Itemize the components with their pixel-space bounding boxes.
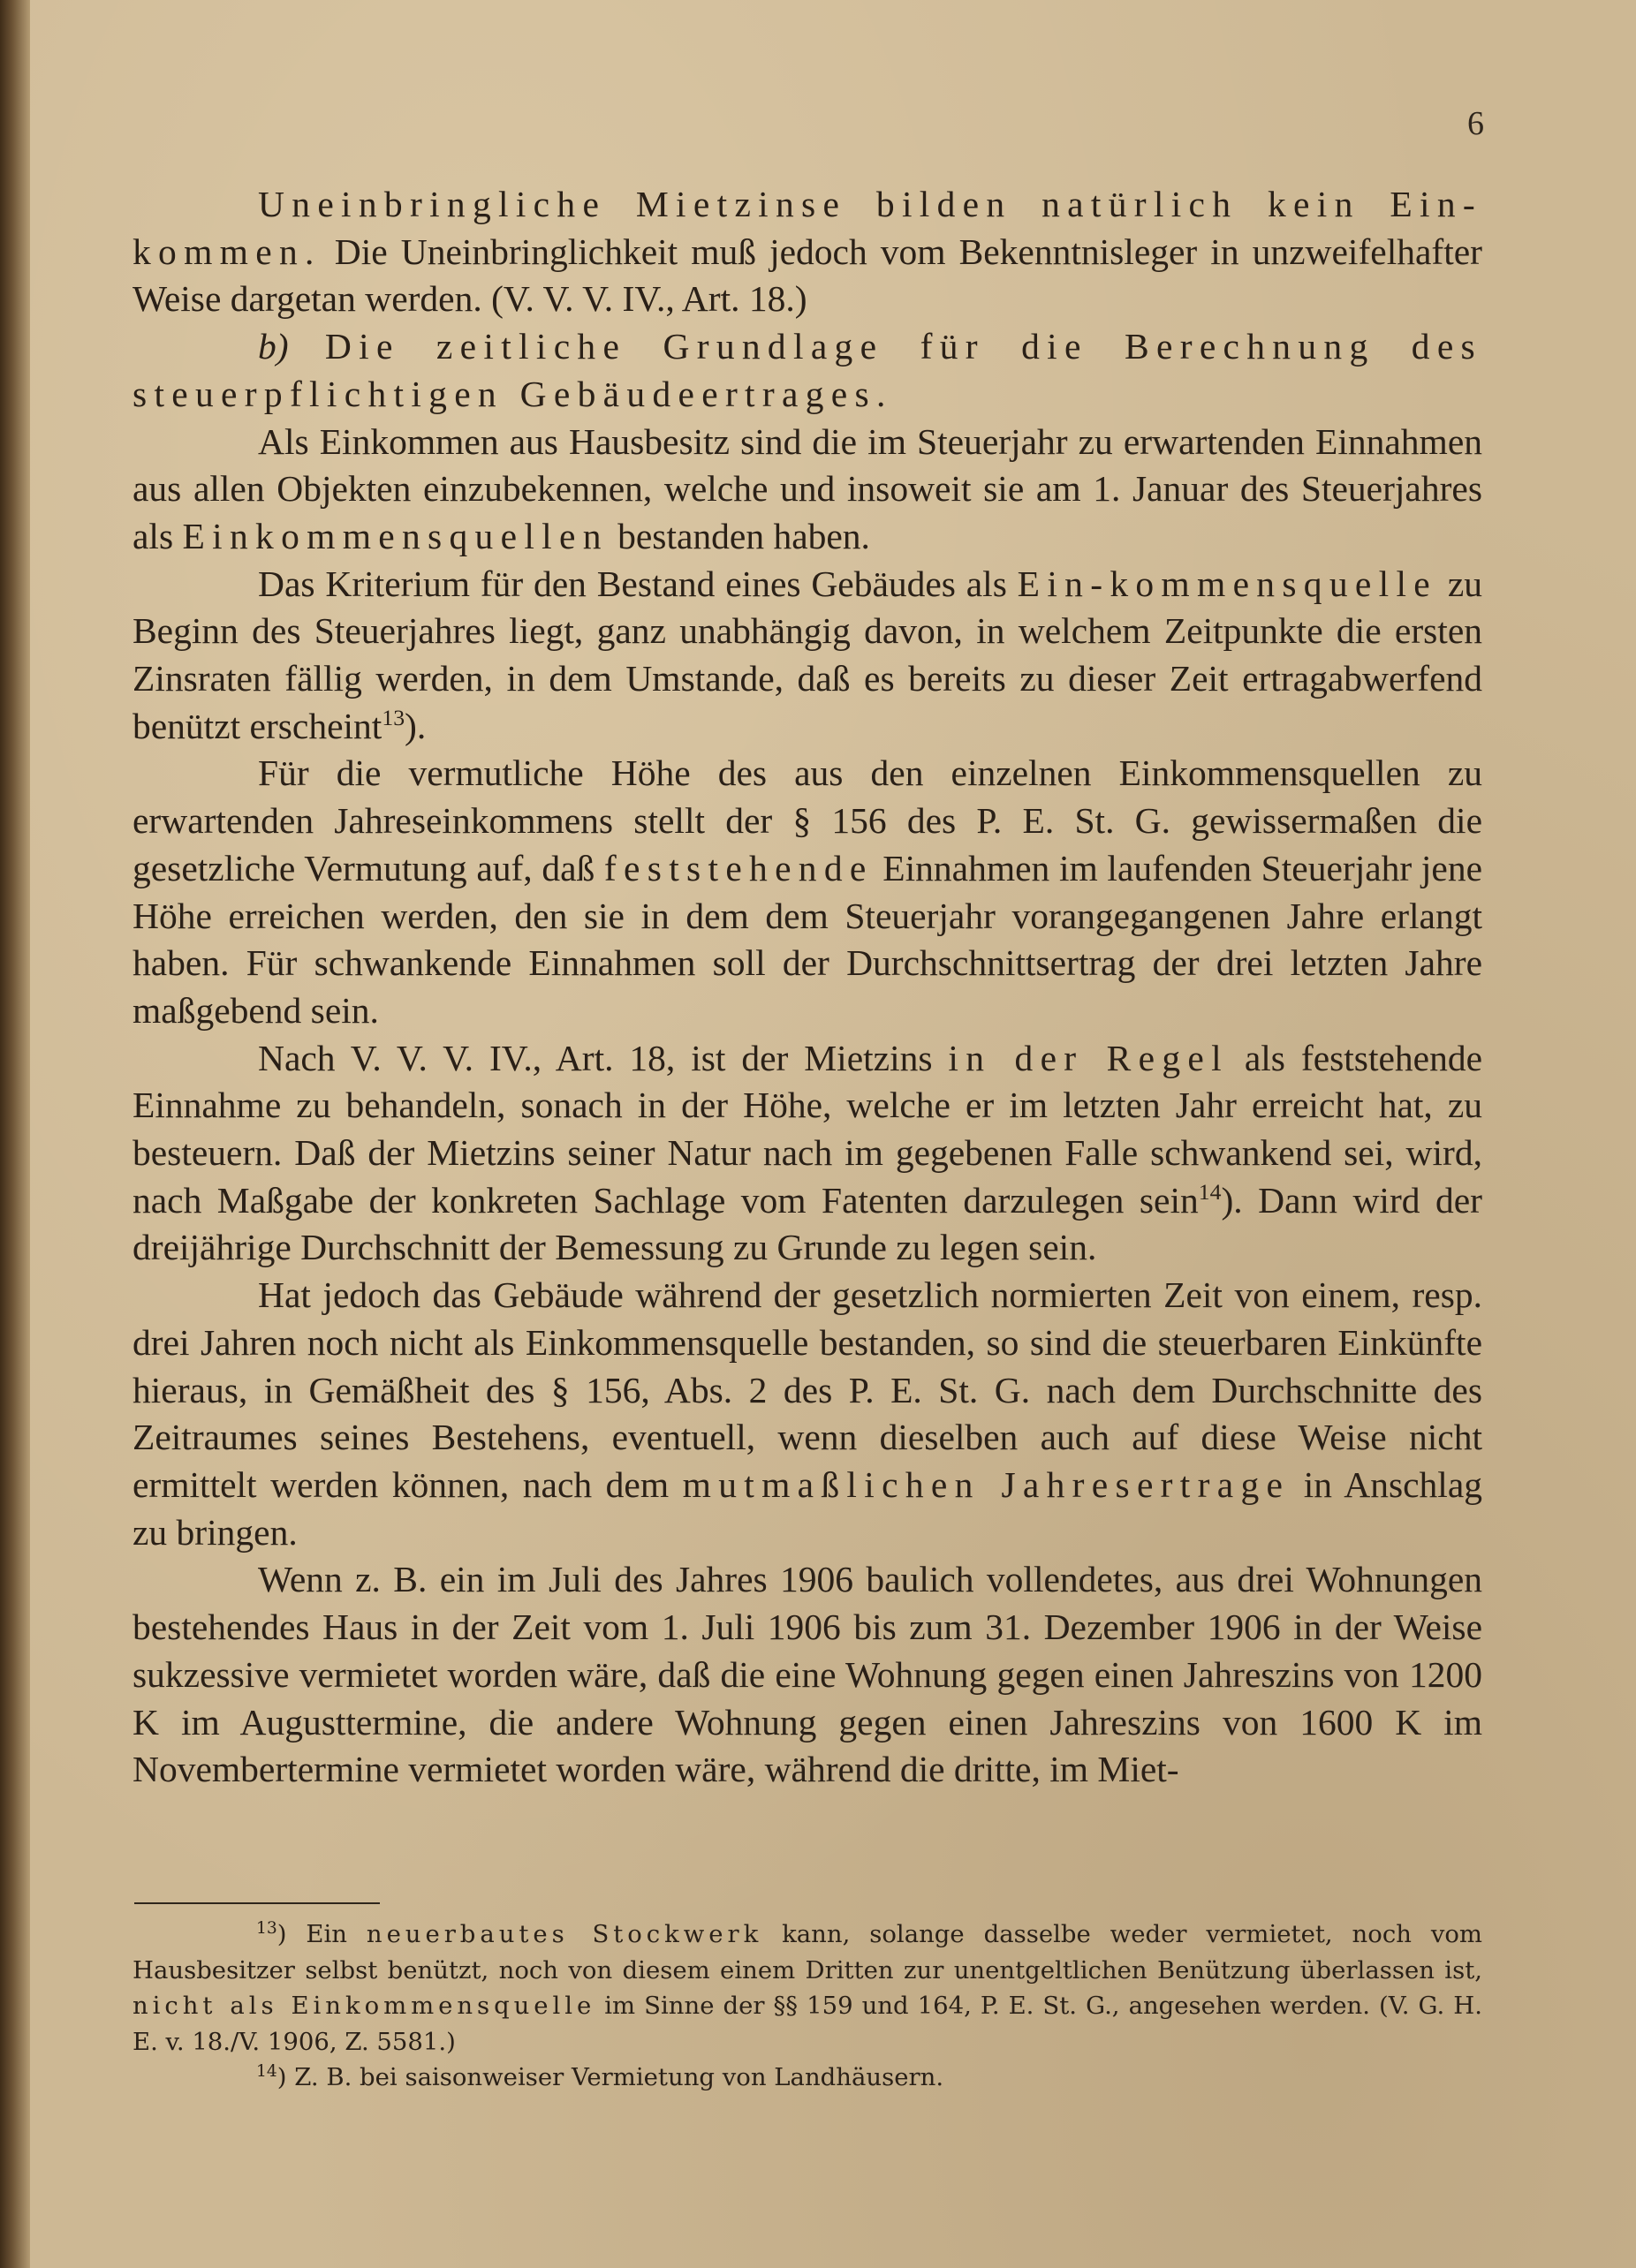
footnotes: [133, 1916, 1482, 2096]
emphasis-text: Ein-kommensquelle: [1017, 563, 1438, 604]
paragraph-text: zu Beginn des Steuerjahres liegt, ganz unabhängig davon, in welchem Zeitpunkte die ersten Zinsraten fällig werden, in dem Umstande, daß es bereits zu dieser Zeit ertragabwerfend benützt erscheint: [133, 563, 1482, 746]
section-label: b): [258, 326, 289, 367]
paragraph-text: bestanden haben.: [608, 515, 870, 556]
footnote-text: im Sinne der §§ 159 und 164, P. E. St. G., angesehen werden. (V. G. H. E. v. 18./V. 1906, Z. 5581.): [133, 1992, 1482, 2056]
page-number: 6: [1467, 105, 1484, 142]
footnote-text: ) Ein: [276, 1920, 367, 1948]
footnote-number: 14: [256, 2062, 277, 2082]
footnote-14: [133, 2060, 1482, 2096]
footnote-divider: [134, 1902, 380, 1904]
section-title: Die zeitliche Grundlage für die Berechnung des steuerpflichtigen Gebäudeertrages.: [133, 326, 1482, 414]
paragraph-8: Wenn z. B. ein im Juli des Jahres 1906 baulich vollendetes, aus drei Wohnungen bestehendes Haus in der Zeit vom 1. Juli 1906 bis zum 31. Dezember 1906 in der Weise sukzessive vermietet worden wäre, daß die eine Wohnung gegen einen Jahreszins von 1200 K im Augusttermine, die andere Wohnung gegen einen Jahreszins von 1600 K im Novembertermine vermietet worden wäre, während die dritte, im Miet-: [133, 1559, 1482, 1790]
paragraph-text: als feststehende Einnahme zu behandeln, sonach in der Höhe, welche er im letzten Jahr erreicht hat, zu besteuern. Daß der Mietzins seiner Natur nach im gegebenen Falle schwankend sei, wird, nach Maßgabe der konkreten Sachlage vom Fatenten darzulegen sein: [133, 1037, 1482, 1221]
emphasis-text: neuerbautes Stockwerk: [366, 1920, 763, 1948]
paragraph-text: ). Dann wird der dreijährige Durchschnitt der Bemessung zu Grunde zu legen sein.: [133, 1179, 1482, 1268]
footnote-ref-13: 13: [382, 704, 405, 730]
body-text: [133, 181, 1482, 1794]
paragraph-5: [133, 750, 1482, 1034]
footnote-13: [133, 1916, 1482, 2060]
paragraph-text: in Anschlag zu bringen.: [133, 1463, 1482, 1553]
footnote-number: 13: [256, 1918, 277, 1938]
emphasis-text: feststehende: [603, 847, 874, 888]
emphasis-text: Uneinbringliche Mietzinse bilden natürlich kein Ein-kommen.: [133, 184, 1482, 272]
paragraph-text: Nach V. V. V. IV., Art. 18, ist der Mietzins: [258, 1037, 949, 1078]
paragraph-3: [133, 419, 1482, 561]
paragraph-text: ).: [405, 705, 427, 746]
emphasis-text: nicht als Einkommensquelle: [133, 1992, 596, 2021]
emphasis-text: Einkommensquellen: [182, 515, 609, 556]
paragraph-6: [133, 1035, 1482, 1273]
footnote-ref-14: 14: [1198, 1178, 1222, 1205]
paragraph-7: [133, 1272, 1482, 1556]
paragraph-text: Das Kriterium für den Bestand eines Gebäudes als: [258, 563, 1018, 604]
emphasis-text: in der Regel: [948, 1037, 1229, 1078]
paragraph-4: [133, 561, 1482, 751]
emphasis-text: mutmaßlichen Jahresertrage: [682, 1463, 1291, 1505]
paragraph-1: [133, 181, 1482, 323]
paragraph-text: Die Uneinbringlichkeit muß jedoch vom Bekenntnisleger in unzweifelhafter Weise dargetan werden. (V. V. V. IV., Art. 18.): [133, 231, 1482, 320]
paragraph-text: Für die vermutliche Höhe des aus den einzelnen Einkommensquellen zu erwartenden Jahreseinkommens stellt der § 156 des P. E. St. G. gewissermaßen die gesetzliche Vermutung auf, daß: [133, 752, 1482, 888]
section-heading-b: [133, 323, 1482, 418]
paragraph-text: Hat jedoch das Gebäude während der gesetzlich normierten Zeit von einem, resp. drei Jahren noch nicht als Einkommensquelle bestanden, so sind die steuerbaren Einkünfte hieraus, in Gemäßheit des § 156, Abs. 2 des P. E. St. G. nach dem Durchschnitte des Zeitraumes seines Bestehens, eventuell, wenn dieselben auch auf diese Weise nicht ermittelt werden können, nach dem: [133, 1274, 1482, 1505]
paragraph-text: Als Einkommen aus Hausbesitz sind die im Steuerjahr zu erwartenden Einnahmen aus allen Objekten einzubekennen, welche und insoweit sie am 1. Januar des Steuerjahres als: [133, 420, 1482, 556]
paragraph-text: Einnahmen im laufenden Steuerjahr jene Höhe erreichen werden, den sie in dem dem Steuerjahr vorangegangenen Jahre erlangt haben. Für schwankende Einnahmen soll der Durchschnittsertrag der drei letzten Jahre maßgebend sein.: [133, 847, 1482, 1031]
footnote-text: ) Z. B. bei saisonweiser Vermietung von Landhäusern.: [276, 2063, 944, 2092]
footnote-text: kann, solange dasselbe weder vermietet, noch vom Hausbesitzer selbst benützt, noch von diesem einem Dritten zur unentgeltlichen Benützung überlassen ist,: [133, 1920, 1483, 1984]
book-binding-edge: [0, 0, 30, 2268]
